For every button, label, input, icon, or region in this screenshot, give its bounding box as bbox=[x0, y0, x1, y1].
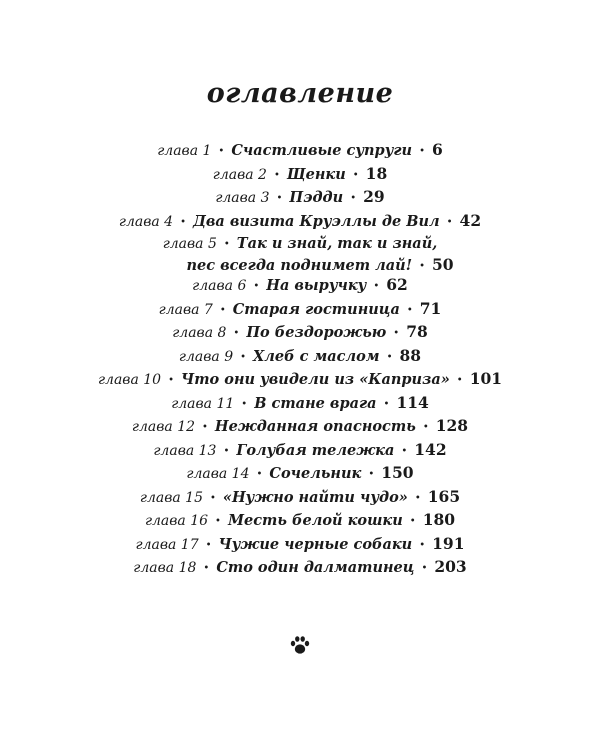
page-number: 180 bbox=[422, 510, 456, 529]
page-number: 78 bbox=[406, 322, 428, 341]
chapter-title: Счастливые супруги bbox=[231, 142, 413, 159]
separator-dot: • bbox=[223, 445, 230, 457]
separator-dot: • bbox=[414, 492, 421, 504]
separator-dot: • bbox=[273, 169, 280, 181]
separator-dot: • bbox=[223, 239, 230, 250]
chapter-number: глава 7 bbox=[158, 301, 213, 318]
chapter-title: Старая гостиница bbox=[232, 300, 400, 318]
separator-dot: • bbox=[241, 398, 248, 410]
separator-dot: • bbox=[218, 146, 225, 157]
separator-dot: • bbox=[253, 281, 260, 292]
chapter-title: Сочельник bbox=[269, 465, 362, 482]
page-number: 18 bbox=[365, 163, 388, 183]
toc-entry-13 bbox=[0, 438, 600, 462]
toc-entry-9 bbox=[0, 344, 600, 368]
table-of-contents bbox=[0, 138, 600, 579]
page-number: 71 bbox=[419, 298, 442, 318]
chapter-number: глава 16 bbox=[144, 513, 209, 529]
separator-dot: • bbox=[419, 261, 425, 272]
separator-dot: • bbox=[205, 539, 212, 551]
separator-dot: • bbox=[401, 445, 408, 457]
separator-dot: • bbox=[368, 469, 375, 480]
chapter-title: Месть белой кошки bbox=[227, 512, 403, 529]
separator-dot: • bbox=[422, 422, 429, 433]
toc-entry-1 bbox=[0, 138, 600, 162]
chapter-number: глава 18 bbox=[133, 560, 197, 576]
page-number: 128 bbox=[435, 416, 469, 435]
chapter-title-continued: пес всегда поднимет лай! bbox=[186, 257, 413, 274]
chapter-title: Что они увидели из «Каприза» bbox=[180, 371, 450, 388]
chapter-title: Чужие черные собаки bbox=[218, 535, 413, 553]
paw-print-icon bbox=[289, 634, 311, 656]
chapter-number: глава 9 bbox=[178, 348, 234, 365]
page-number: 191 bbox=[432, 533, 465, 553]
toc-entry-11 bbox=[0, 391, 600, 415]
chapter-title: Сто один далматинец bbox=[216, 559, 415, 576]
separator-dot: • bbox=[219, 304, 226, 316]
toc-entry-4 bbox=[0, 209, 600, 233]
chapter-title: Хлеб с маслом bbox=[253, 347, 380, 365]
separator-dot: • bbox=[256, 469, 263, 480]
separator-dot: • bbox=[240, 351, 247, 363]
toc-entry-8 bbox=[0, 320, 600, 344]
page-number: 142 bbox=[414, 439, 447, 459]
chapter-number: глава 1 bbox=[157, 143, 212, 159]
chapter-title: По бездорожью bbox=[246, 324, 387, 341]
chapter-title: Два визита Круэллы де Вил bbox=[192, 212, 440, 230]
separator-dot: • bbox=[203, 563, 210, 574]
chapter-title: Щенки bbox=[286, 165, 346, 183]
page-number: 203 bbox=[434, 557, 467, 576]
separator-dot: • bbox=[276, 193, 283, 204]
separator-dot: • bbox=[202, 422, 208, 433]
chapter-title: Голубая тележка bbox=[236, 441, 395, 459]
toc-entry-14 bbox=[0, 461, 600, 485]
chapter-number: глава 14 bbox=[186, 466, 250, 482]
toc-entry-18 bbox=[0, 555, 600, 579]
separator-dot: • bbox=[180, 216, 186, 228]
chapter-title: Пэдди bbox=[289, 189, 344, 206]
page-number: 114 bbox=[396, 392, 429, 412]
separator-dot: • bbox=[393, 328, 400, 339]
page-number: 165 bbox=[427, 486, 461, 506]
separator-dot: • bbox=[421, 563, 428, 574]
page-number: 29 bbox=[363, 187, 385, 206]
chapter-number: глава 11 bbox=[171, 395, 235, 412]
toc-entry-7 bbox=[0, 297, 600, 321]
toc-entry-2 bbox=[0, 162, 600, 186]
chapter-number: глава 8 bbox=[172, 325, 227, 341]
page-number: 6 bbox=[431, 140, 443, 159]
separator-dot: • bbox=[352, 169, 359, 181]
separator-dot: • bbox=[386, 351, 393, 363]
separator-dot: • bbox=[419, 146, 425, 157]
chapter-number: глава 2 bbox=[212, 166, 267, 183]
separator-dot: • bbox=[168, 375, 174, 386]
page-number: 42 bbox=[459, 210, 482, 230]
separator-dot: • bbox=[209, 492, 216, 504]
toc-entry-16 bbox=[0, 508, 600, 532]
separator-dot: • bbox=[406, 304, 413, 316]
separator-dot: • bbox=[409, 516, 416, 527]
separator-dot: • bbox=[373, 281, 380, 292]
separator-dot: • bbox=[233, 328, 240, 339]
chapter-number: глава 13 bbox=[153, 442, 217, 459]
separator-dot: • bbox=[446, 216, 453, 228]
chapter-number: глава 17 bbox=[135, 536, 199, 553]
separator-dot: • bbox=[350, 193, 357, 204]
chapter-title: На выручку bbox=[266, 277, 367, 294]
toc-entry-5 bbox=[0, 232, 600, 273]
chapter-title: Нежданная опасность bbox=[214, 418, 416, 435]
page-number: 50 bbox=[431, 255, 454, 274]
toc-entry-12 bbox=[0, 414, 600, 438]
chapter-number: глава 10 bbox=[97, 372, 162, 388]
toc-entry-17 bbox=[0, 532, 600, 556]
toc-entry-3 bbox=[0, 185, 600, 209]
toc-entry-15 bbox=[0, 485, 600, 509]
chapter-title: Так и знай, так и знай, bbox=[236, 235, 438, 252]
separator-dot: • bbox=[456, 375, 463, 386]
page-number: 88 bbox=[399, 345, 422, 365]
page-number: 62 bbox=[386, 275, 408, 294]
chapter-number: глава 4 bbox=[118, 213, 174, 230]
toc-entry-6 bbox=[0, 273, 600, 297]
separator-dot: • bbox=[215, 516, 221, 527]
chapter-number: глава 3 bbox=[215, 190, 270, 206]
page-number: 150 bbox=[381, 463, 414, 482]
chapter-title: «Нужно найти чудо» bbox=[222, 488, 408, 506]
separator-dot: • bbox=[419, 539, 426, 551]
chapter-number: глава 6 bbox=[192, 278, 247, 294]
separator-dot: • bbox=[383, 398, 390, 410]
chapter-number: глава 5 bbox=[162, 236, 217, 252]
page-number: 101 bbox=[469, 369, 503, 388]
chapter-title: В стане врага bbox=[254, 394, 377, 412]
chapter-number: глава 15 bbox=[139, 489, 203, 506]
page-title: оглавление bbox=[206, 78, 394, 109]
chapter-number: глава 12 bbox=[131, 419, 196, 435]
toc-entry-10 bbox=[0, 367, 600, 391]
